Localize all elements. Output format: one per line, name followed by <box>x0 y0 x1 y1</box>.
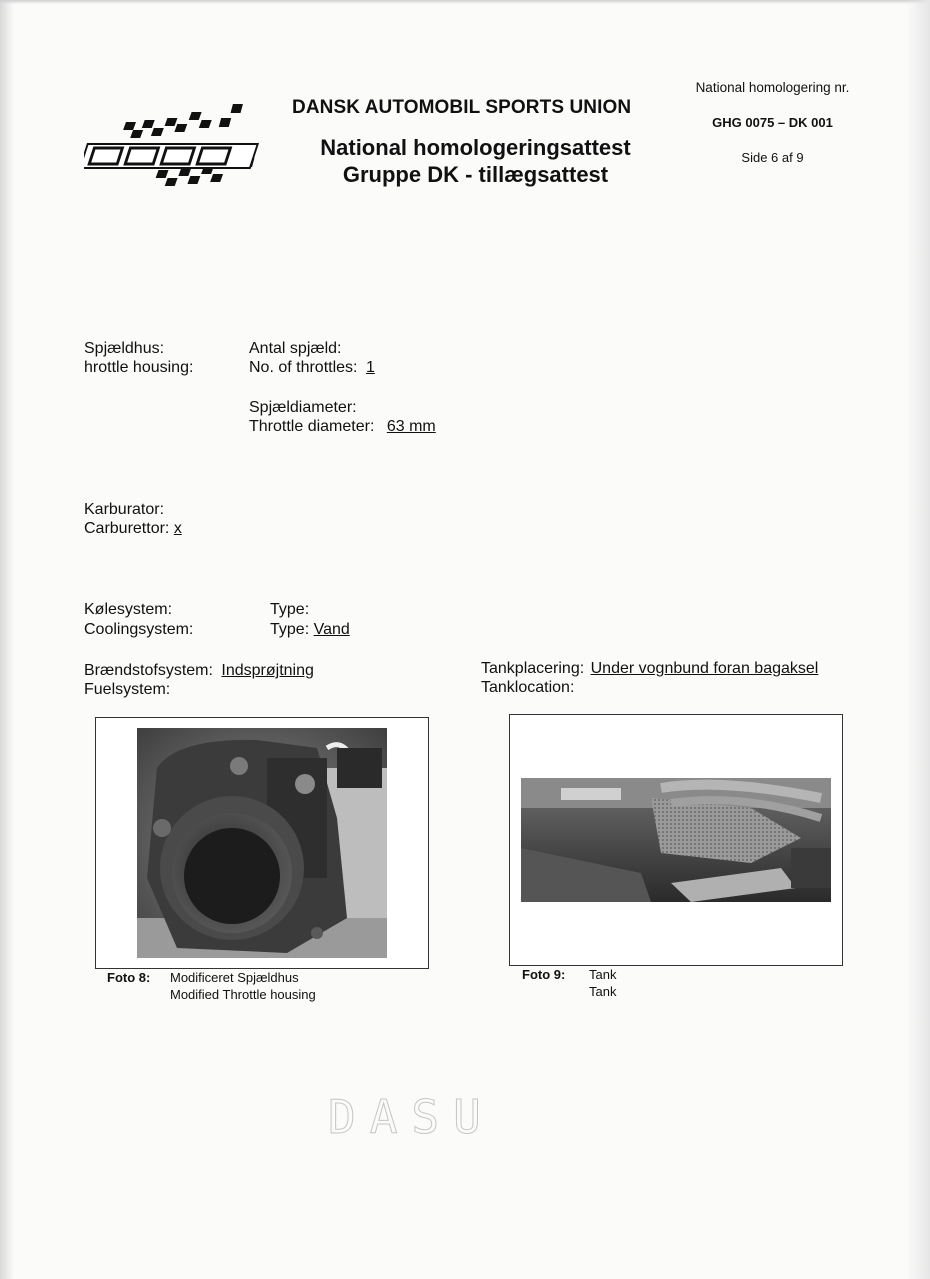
scan-edge-top <box>0 0 930 4</box>
carburettor-label-dk: Karburator: <box>84 501 165 518</box>
page-indicator: Side 6 af 9 <box>741 150 804 165</box>
fuel-label-en: Fuelsystem: <box>84 681 171 698</box>
carburettor-value: x <box>173 520 182 537</box>
carburettor-label-en: Carburettor: <box>84 520 170 537</box>
throttle-diameter-value: 63 mm <box>386 418 436 435</box>
throttle-housing-photo <box>137 728 387 958</box>
tank-label-dk: Tankplacering: <box>481 660 585 677</box>
scan-edge-right <box>906 0 930 1279</box>
cooling-type-label-dk: Type: <box>270 601 310 618</box>
throttle-diameter-label-en: Throttle diameter: <box>249 418 375 435</box>
fuel-label-dk: Brændstofsystem: <box>84 662 213 679</box>
cooling-label-dk: Kølesystem: <box>84 601 173 618</box>
throttle-diameter-row <box>249 417 436 437</box>
cooling-type-value: Vand <box>313 621 350 638</box>
tank-label-en: Tanklocation: <box>481 679 575 696</box>
throttle-label-en: hrottle housing: <box>84 359 194 376</box>
throttle-count-label-en: No. of throttles: <box>249 359 358 376</box>
tank-value: Under vognbund foran bagaksel <box>590 660 819 677</box>
tank-photo <box>521 778 831 902</box>
photo-9-caption-dk: Tank <box>589 967 617 982</box>
throttle-count-value: 1 <box>365 359 375 376</box>
photo-8-number: Foto 8: <box>107 970 151 985</box>
document-subtitle: Gruppe DK - tillægsattest <box>342 162 609 187</box>
throttle-label-dk: Spjældhus: <box>84 340 165 357</box>
perforated-stamp: DASU <box>328 1090 495 1144</box>
dasu-logo <box>84 100 274 200</box>
photo-9-frame <box>509 714 843 966</box>
cooling-type-label-en: Type: <box>270 621 310 638</box>
homologation-number: GHG 0075 – DK 001 <box>712 115 833 130</box>
photo-9-caption-en: Tank <box>589 984 617 999</box>
photo-8-caption-dk: Modificeret Spjældhus <box>170 970 299 985</box>
throttle-count-label-dk: Antal spjæld: <box>249 340 342 357</box>
fuel-row <box>84 661 314 681</box>
tank-row <box>481 659 818 679</box>
photo-8-caption <box>107 969 150 986</box>
fuel-value: Indsprøjtning <box>221 662 314 679</box>
photo-8-frame <box>95 717 429 969</box>
photo-9-number: Foto 9: <box>522 967 566 982</box>
photo-8-caption-en: Modified Throttle housing <box>170 987 316 1002</box>
scan-edge-left <box>0 0 14 1279</box>
photo-9-caption <box>522 966 565 983</box>
carburettor-row <box>84 519 182 539</box>
throttle-count-row <box>249 358 375 378</box>
cooling-type-row <box>270 620 350 640</box>
homologation-label: National homologering nr. <box>695 80 850 95</box>
throttle-diameter-label-dk: Spjældiameter: <box>249 399 357 416</box>
document-title: National homologeringsattest <box>320 135 631 160</box>
cooling-label-en: Coolingsystem: <box>84 621 194 638</box>
organization-name: DANSK AUTOMOBIL SPORTS UNION <box>292 97 632 118</box>
